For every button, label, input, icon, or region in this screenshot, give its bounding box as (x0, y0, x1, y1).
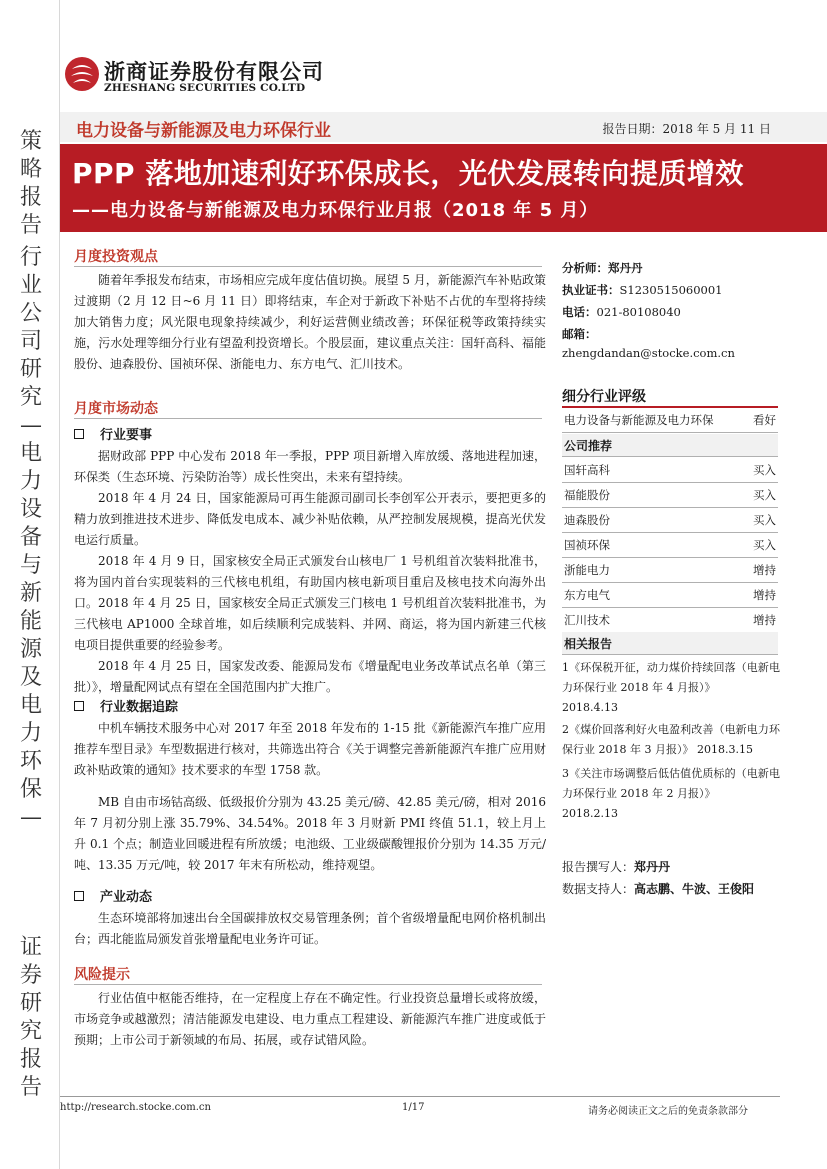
writer-name: 郑丹丹 (634, 860, 671, 874)
industry-title: 电力设备与新能源及电力环保行业 (76, 121, 331, 141)
company-logo-icon (64, 56, 100, 92)
related-reports-label: 相关报告 (564, 637, 613, 651)
paragraph-pv: 2018 年 4 月 24 日，国家能源局可再生能源司副司长李创军公开表示，要把更多的精力放到推进技术进步、降低发电成本、减少补贴依赖，从严控制发展规模，提高光伏发电运行质量。 (74, 491, 546, 547)
investment-view-paragraph: 随着年季报发布结束，市场相应完成年度估值切换。展望 5 月，新能源汽车补贴政策过渡期（2 月 12 日~6 月 11 日）即将结束，车企对于新政下补贴不占优的车型将持续加大销售力度；风光限电现象持续减少，利好运营侧业绩改善；环保征税等政策持续实施，污水处理等细分行业有望盈利投资增长。个股层面，建议重点关注：国轩高科、福能股份、迪森股份、国祯环保、浙能电力、东方电气、汇川技术。 (74, 273, 546, 371)
company-rating-row (562, 583, 778, 608)
company-rating-row (562, 533, 778, 558)
related-report-2[interactable] (562, 720, 780, 760)
bullet-industry-news (74, 424, 152, 443)
company-rating: 增持 (753, 588, 776, 602)
support-row (562, 880, 792, 897)
company-rating: 买入 (753, 538, 776, 552)
writer-row (562, 858, 778, 875)
company-name: 国祯环保 (564, 538, 610, 552)
industry-rating-row (562, 408, 778, 433)
risk-paragraph: 行业估值中枢能否维持，在一定程度上存在不确定性。行业投资总量增长或将放缓，市场竞争或越激烈；清洁能源发电建设、电力重点工程建设、新能源汽车推广进度或低于预期；上市公司于新领域的布局、拓展，或存试错风险。 (74, 991, 546, 1047)
report-date: 报告日期：2018 年 5 月 11 日 (602, 122, 771, 136)
phone-number: 021-80108040 (596, 305, 681, 319)
company-rating-row (562, 558, 778, 583)
sidebar-report-type: 策略报告 (19, 129, 42, 238)
company-rating-row (562, 458, 778, 483)
bullet-industry-dynamics (74, 886, 152, 905)
company-rating-row (562, 483, 778, 508)
company-name-en: ZHESHANG SECURITIES CO.LTD (104, 82, 306, 94)
paragraph-ev-catalog: 中机车辆技术服务中心对 2017 年至 2018 年发布的 1-15 批《新能源汽车推广应用推荐车型目录》车型数据进行核对，共筛选出符合《关于调整完善新能源汽车推广应用财政补贴政策的通知》技术要求的车型 1758 款。 (74, 721, 546, 777)
related-report-date: 2018.4.13 (562, 701, 618, 714)
company-recommend-label: 公司推荐 (564, 439, 613, 453)
checkbox-bullet-icon (74, 891, 84, 901)
related-report-date: 2018.2.13 (562, 807, 618, 820)
company-rating-row (562, 508, 778, 533)
cert-row (562, 282, 778, 298)
section-rule (74, 266, 542, 267)
related-report-title: 1《环保税开征，动力煤价持续回落（电新电力环保行业 2018 年 4 月报）》 (562, 661, 780, 694)
footer-rule (60, 1096, 780, 1097)
section-rule (74, 418, 542, 419)
company-name: 浙能电力 (564, 563, 610, 577)
related-report-date: 2018.3.15 (696, 743, 753, 756)
analyst-row (562, 260, 778, 276)
paragraph-cobalt: MB 自由市场钴高级、低级报价分别为 43.25 美元/磅、42.85 美元/磅，相对 2016 年 7 月初分别上涨 35.79%、34.54%。2018 年 3 月财新 PMI 终值 51.1，较上月上升 0.1 个点；制造业回暖进程有所放缓；电池级、工业级碳酸锂报价分别为 14.35 万元/吨、13.35 万元/吨，较 2017 年末有所松动，维持观望。 (74, 795, 546, 872)
email-address: zhengdandan@stocke.com.cn (562, 346, 735, 360)
company-rating-row (562, 608, 778, 633)
company-name: 汇川技术 (564, 613, 610, 627)
bullet-data-tracking (74, 696, 178, 715)
bullet-label: 行业要事 (100, 428, 153, 443)
company-rating: 买入 (753, 463, 776, 477)
cert-label: 执业证书： (562, 283, 620, 297)
company-name: 迪森股份 (564, 513, 610, 527)
footer-disclaimer: 请务必阅读正文之后的免责条款部分 (588, 1106, 748, 1117)
paragraph-ppp: 据财政部 PPP 中心发布 2018 年一季报，PPP 项目新增入库放缓、落地进程加速，环保类（生态环境、污染防治等）成长性突出，未来有望持续。 (74, 449, 546, 484)
company-recommend-header (562, 434, 778, 457)
support-names: 高志鹏、牛波、王俊阳 (634, 882, 755, 896)
company-rating: 增持 (753, 563, 776, 577)
company-rating: 买入 (753, 513, 776, 527)
sidebar-category: 行业公司研究—电力设备与新能源及电力环保— (19, 245, 42, 830)
phone-label: 电话： (562, 305, 597, 319)
checkbox-bullet-icon (74, 429, 84, 439)
company-rating: 买入 (753, 488, 776, 502)
checkbox-bullet-icon (74, 701, 84, 711)
company-name: 国轩高科 (564, 463, 610, 477)
report-title: PPP 落地加速利好环保成长，光伏发展转向提质增效 (72, 157, 744, 190)
rating-heading: 细分行业评级 (562, 389, 646, 405)
section-investment-view: 月度投资观点 (74, 249, 158, 265)
phone-row (562, 304, 778, 320)
bullet-label: 行业数据追踪 (100, 700, 179, 715)
related-report-title: 3《关注市场调整后低估值优质标的（电新电力环保行业 2018 年 2 月报）》 (562, 767, 780, 800)
cert-number: S1230515060001 (619, 283, 723, 297)
email-row (562, 326, 778, 342)
related-report-3[interactable] (562, 764, 780, 824)
bullet-label: 产业动态 (100, 890, 153, 905)
paragraph-nuclear: 2018 年 4 月 9 日，国家核安全局正式颁发台山核电厂 1 号机组首次装料批准书，将为国内首台实现装料的三代核电机组，有助国内核电新项目重启及核电技术向海外出口。2018 年 4 月 25 日，国家核安全局正式颁发三门核电 1 号机组首次装料批准书，为三代核电 AP1000 全球首堆，如后续顺利完成装料、并网、商运，将为国内新建三代核电项目提供重要的经验参考。 (74, 554, 546, 652)
company-name: 东方电气 (564, 588, 610, 602)
writer-label: 报告撰写人： (562, 860, 635, 874)
company-name-cn: 浙商证券股份有限公司 (104, 60, 324, 84)
analyst-name: 郑丹丹 (608, 261, 643, 275)
section-market-dynamics: 月度市场动态 (74, 401, 158, 417)
related-reports-header (562, 632, 778, 655)
email-label: 邮箱： (562, 327, 597, 341)
footer-url[interactable]: http://research.stocke.com.cn (60, 1102, 211, 1113)
section-rule (74, 984, 542, 985)
industry-rating-value: 看好 (753, 413, 776, 427)
sidebar-footer-label: 证券研究报告 (19, 935, 42, 1100)
company-rating: 增持 (753, 613, 776, 627)
related-report-1[interactable] (562, 658, 780, 718)
company-name: 福能股份 (564, 488, 610, 502)
paragraph-carbon: 生态环境部将加速出台全国碳排放权交易管理条例；首个省级增量配电网价格机制出台；西北能监局颁发首张增量配电业务许可证。 (74, 911, 546, 946)
paragraph-distribution: 2018 年 4 月 25 日，国家发改委、能源局发布《增量配电业务改革试点名单（第三批）》，增量配网试点有望在全国范围内扩大推广。 (74, 659, 546, 694)
report-subtitle: ——电力设备与新能源及电力环保行业月报（2018 年 5 月） (72, 200, 599, 221)
section-risk: 风险提示 (74, 967, 130, 983)
industry-rating-name: 电力设备与新能源及电力环保 (564, 413, 714, 427)
related-report-title: 2《煤价回落利好火电盈利改善（电新电力环保行业 2018 年 3 月报）》 (562, 723, 780, 756)
footer-page-number: 1/17 (402, 1102, 425, 1113)
analyst-label: 分析师： (562, 261, 608, 275)
support-label: 数据支持人： (562, 882, 635, 896)
